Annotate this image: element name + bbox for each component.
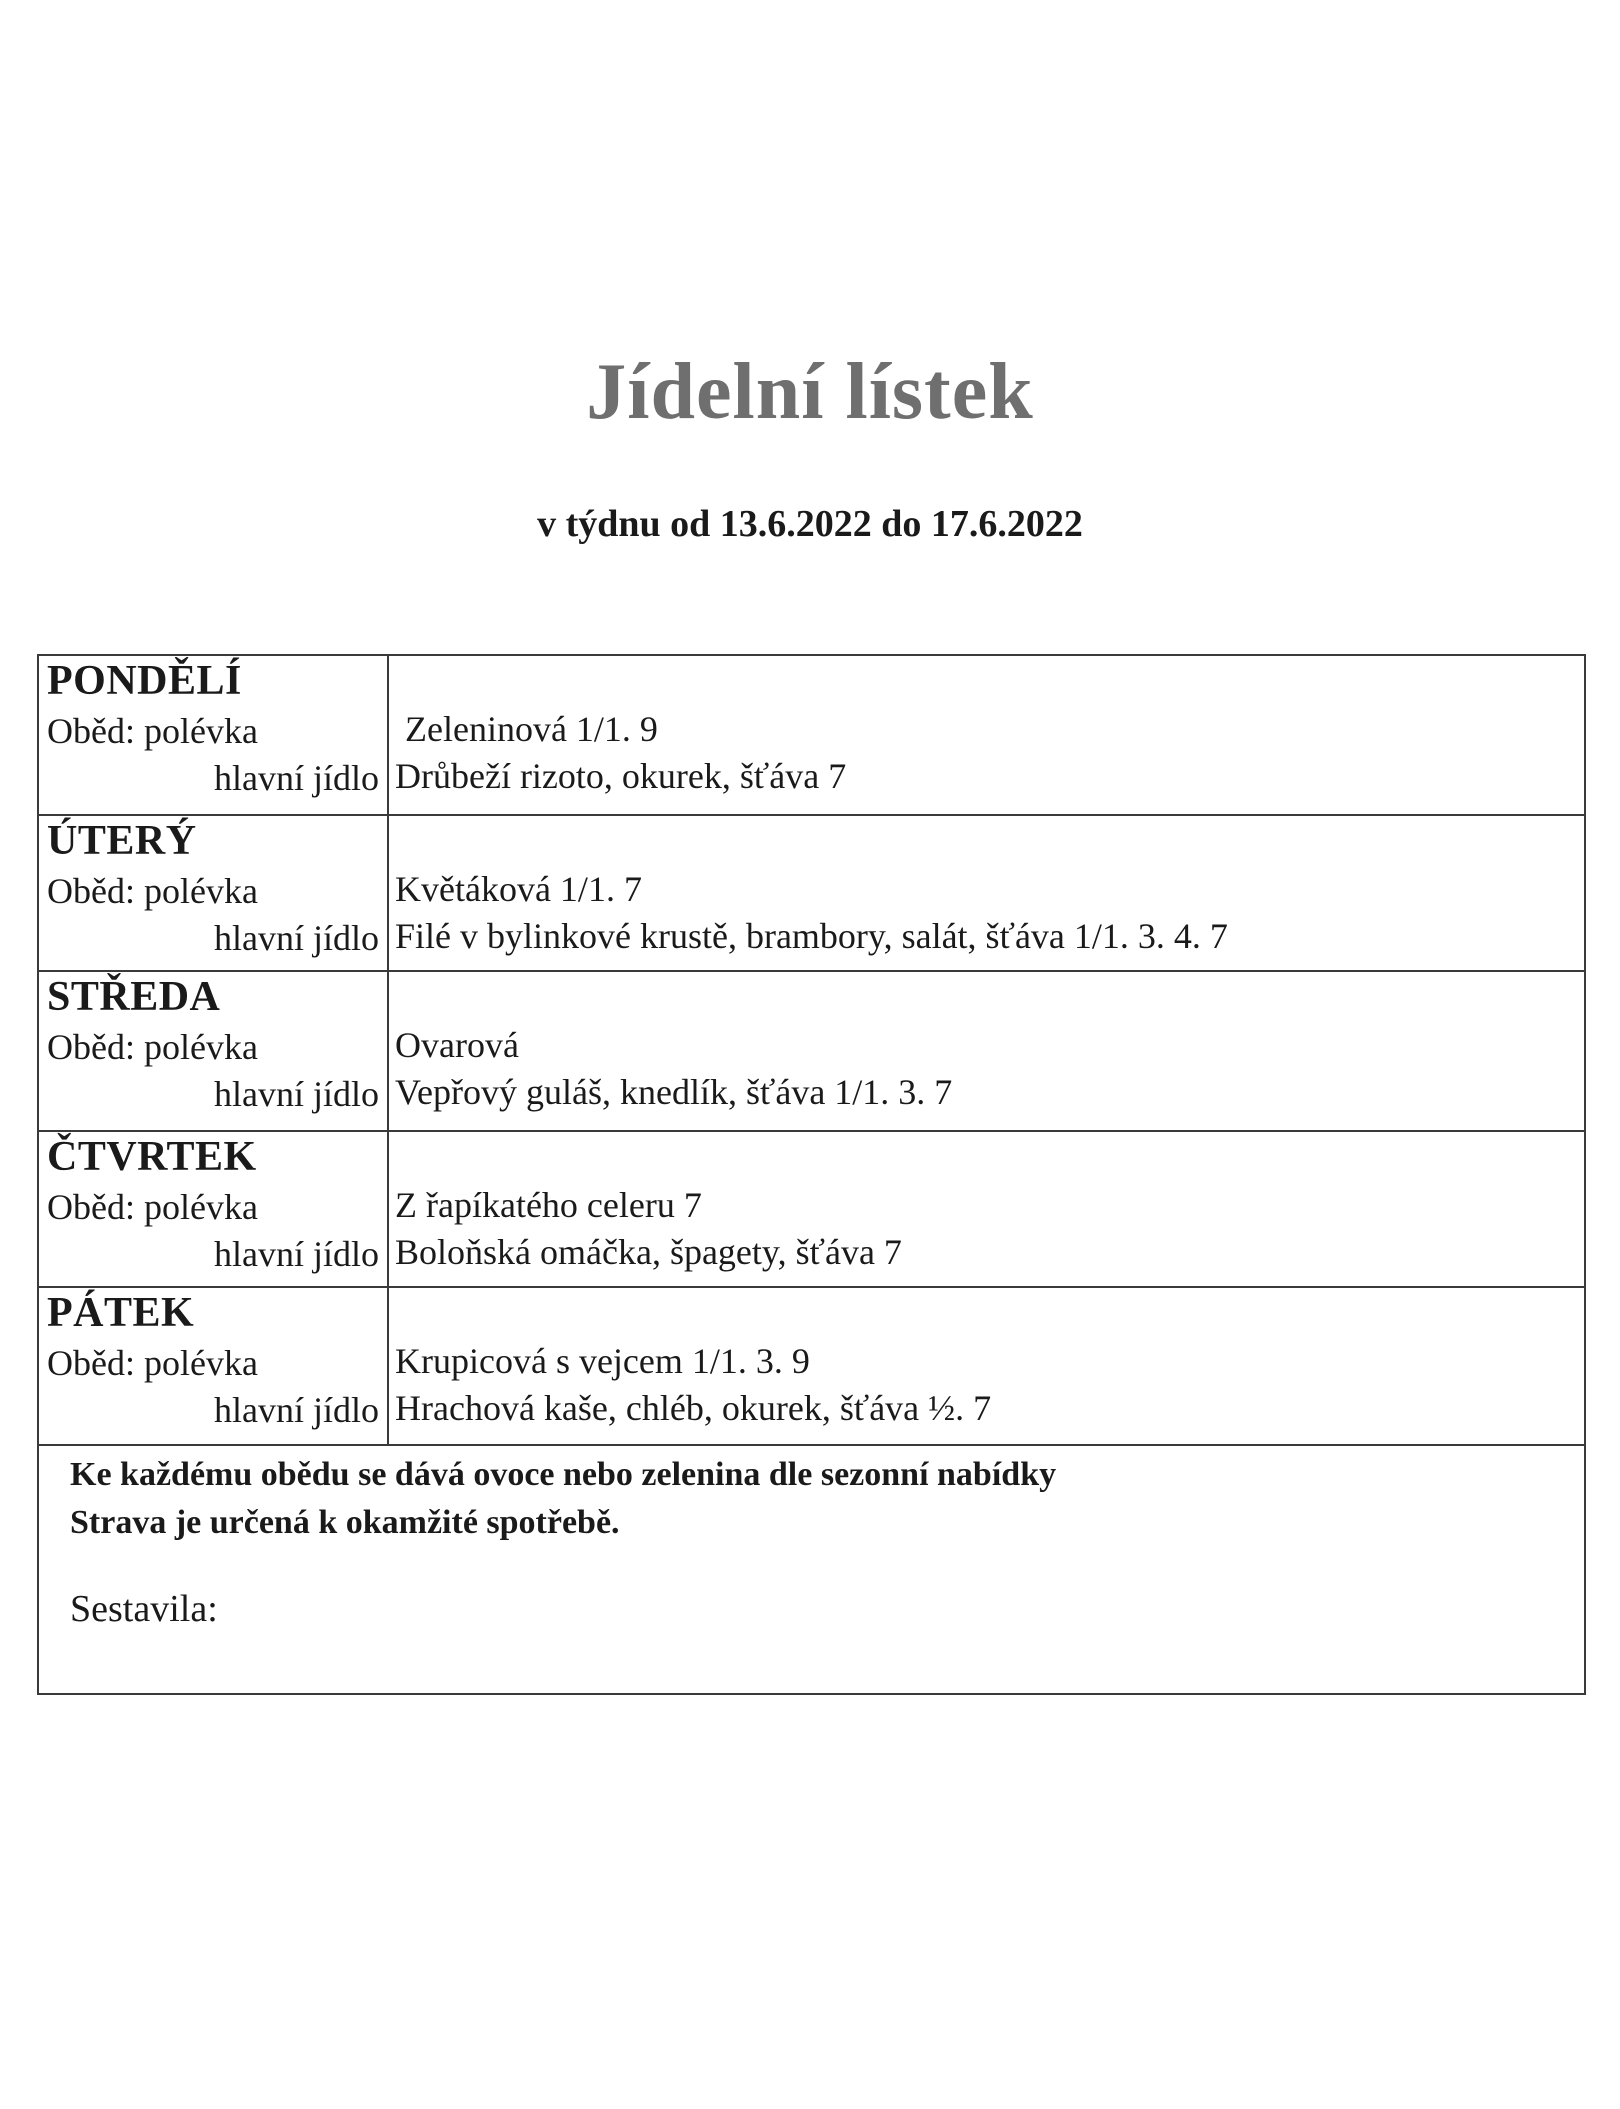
main-dish-label: hlavní jídlo bbox=[214, 918, 379, 958]
main-dish-label: hlavní jídlo bbox=[214, 1234, 379, 1274]
soup-label: Oběd: polévka bbox=[47, 711, 258, 751]
footer-notes bbox=[39, 1446, 1584, 1695]
day-monday bbox=[39, 656, 1584, 816]
main-dish-label: hlavní jídlo bbox=[214, 758, 379, 798]
soup-value: Krupicová s vejcem 1/1. 3. 9 bbox=[395, 1341, 810, 1381]
main-dish-label: hlavní jídlo bbox=[214, 1074, 379, 1114]
soup-label: Oběd: polévka bbox=[47, 871, 258, 911]
column-divider bbox=[387, 972, 389, 1130]
main-dish-value: Filé v bylinkové krustě, brambory, salát, šťáva 1/1. 3. 4. 7 bbox=[395, 916, 1228, 956]
day-name: ČTVRTEK bbox=[47, 1134, 257, 1180]
soup-label: Oběd: polévka bbox=[47, 1187, 258, 1227]
main-dish-value: Vepřový guláš, knedlík, šťáva 1/1. 3. 7 bbox=[395, 1072, 953, 1112]
main-dish-value: Hrachová kaše, chléb, okurek, šťáva ½. 7 bbox=[395, 1388, 992, 1428]
day-friday bbox=[39, 1288, 1584, 1446]
day-wednesday bbox=[39, 972, 1584, 1132]
day-name: PONDĚLÍ bbox=[47, 658, 242, 704]
main-dish-value: Boloňská omáčka, špagety, šťáva 7 bbox=[395, 1232, 902, 1272]
column-divider bbox=[387, 1288, 389, 1444]
week-range: v týdnu od 13.6.2022 do 17.6.2022 bbox=[537, 503, 1083, 545]
main-dish-value: Drůbeží rizoto, okurek, šťáva 7 bbox=[395, 756, 847, 796]
menu-table bbox=[37, 654, 1586, 1695]
soup-label: Oběd: polévka bbox=[47, 1343, 258, 1383]
consumption-note: Strava je určená k okamžité spotřebě. bbox=[70, 1504, 620, 1541]
column-divider bbox=[387, 1132, 389, 1286]
column-divider bbox=[387, 816, 389, 970]
soup-value: Z řapíkatého celeru 7 bbox=[395, 1185, 702, 1225]
soup-label: Oběd: polévka bbox=[47, 1027, 258, 1067]
day-tuesday bbox=[39, 816, 1584, 972]
day-name: PÁTEK bbox=[47, 1290, 195, 1336]
compiled-by: Sestavila: bbox=[70, 1588, 218, 1630]
column-divider bbox=[387, 656, 389, 814]
soup-value: Zeleninová 1/1. 9 bbox=[405, 709, 658, 749]
day-name: ÚTERÝ bbox=[47, 818, 197, 864]
fruit-note: Ke každému obědu se dává ovoce nebo zelenina dle sezonní nabídky bbox=[70, 1456, 1057, 1493]
day-thursday bbox=[39, 1132, 1584, 1288]
main-dish-label: hlavní jídlo bbox=[214, 1390, 379, 1430]
soup-value: Květáková 1/1. 7 bbox=[395, 869, 642, 909]
day-name: STŘEDA bbox=[47, 974, 221, 1020]
page-title: Jídelní lístek bbox=[586, 348, 1034, 436]
soup-value: Ovarová bbox=[395, 1025, 519, 1065]
